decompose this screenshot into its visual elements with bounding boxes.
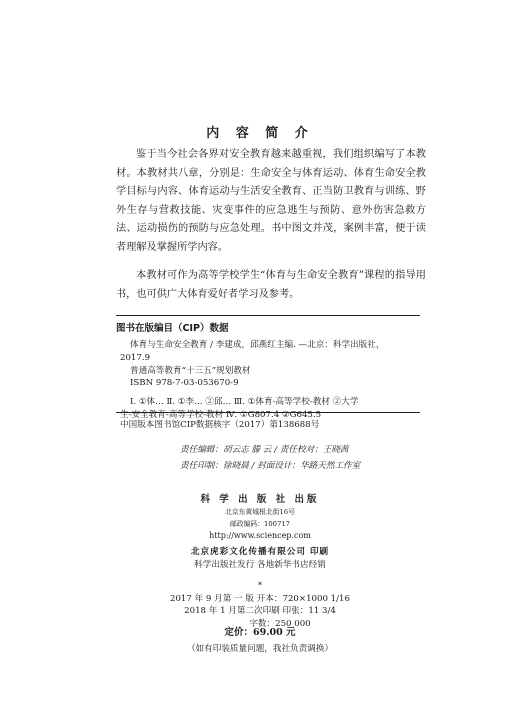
divider-bottom	[116, 412, 420, 413]
divider-top	[116, 315, 420, 316]
edition-block	[0, 580, 520, 630]
publisher-block	[0, 494, 520, 542]
intro-paragraph-2: 本教材可作为高等学校学生“体育与生命安全教育”课程的指导用书，也可供广大体育爱好者学习及参考。	[116, 270, 426, 300]
publisher-address: 北京东黄城根北街16号	[225, 508, 295, 516]
edition-line-2: 2018 年 1 月第二次印刷 印张：11 3/4	[184, 606, 336, 616]
publisher-name: 科 学 出 版 社 出版	[200, 494, 320, 505]
cip-line: Ⅰ. ①体… Ⅱ. ①李… ②邱… Ⅲ. ①体育-高等学校-教材 ②大学	[130, 397, 359, 408]
word-count: 字数：250 000	[249, 618, 311, 629]
price: 定价：69.00 元	[224, 627, 296, 638]
cip-record	[120, 339, 420, 422]
star-separator: *	[257, 581, 263, 591]
price-block	[0, 625, 520, 657]
cip-heading: 图书在版编目（CIP）数据	[116, 323, 229, 334]
cip-line: 普通高等教育“十三五”规划教材	[130, 365, 251, 376]
quality-notice: （如有印装质量问题，我社负责调换）	[186, 644, 334, 654]
cip-line: 体育与生命安全教育 / 李建成，邱燕红主编. —北京：科学出版社，	[130, 340, 385, 350]
cip-line: 生-安全教育-高等学校-教材 Ⅳ. ①G807.4 ②G645.5	[120, 409, 322, 420]
intro-title: 内 容 简 介	[206, 126, 314, 141]
publisher-postcode: 邮政编码：100717	[230, 520, 290, 528]
distribution: 科学出版社发行 各地新华书店经销	[194, 560, 326, 570]
cip-number: 中国版本图书馆CIP数据核字（2017）第138688号	[120, 420, 320, 430]
printing-block	[0, 546, 520, 572]
publisher-url: http://www.sciencep.com	[209, 531, 311, 540]
printer: 北京虎彩文化传播有限公司 印刷	[190, 547, 330, 557]
cip-line: 2017.9	[120, 352, 151, 363]
intro-paragraph-1: 鉴于当今社会各界对安全教育越来越重视，我们组织编写了本教材。本教材共八章，分别是：生命安全与体育运动、体育生命安全教学目标与内容、体育运动与生活安全教育、正当防卫教育与训练、野外生存与营救技能、灾变事件的应急逃生与预防、意外伤害急救方法、运动损伤的预防与应急处理。书中图文并茂，案例丰富，便于读者理解及掌握所学内容。	[116, 149, 426, 253]
edition-line-1: 2017 年 9 月第 一 版 开本：720×1000 1/16	[170, 593, 350, 604]
credits-line-1: 责任编辑：胡云志 滕 云 / 责任校对：王晓茜	[180, 445, 349, 455]
credits-line-2: 责任印制：徐晓晨 / 封面设计：华路天然工作室	[180, 461, 361, 471]
cip-isbn: ISBN 978-7-03-053670-9	[130, 378, 239, 389]
